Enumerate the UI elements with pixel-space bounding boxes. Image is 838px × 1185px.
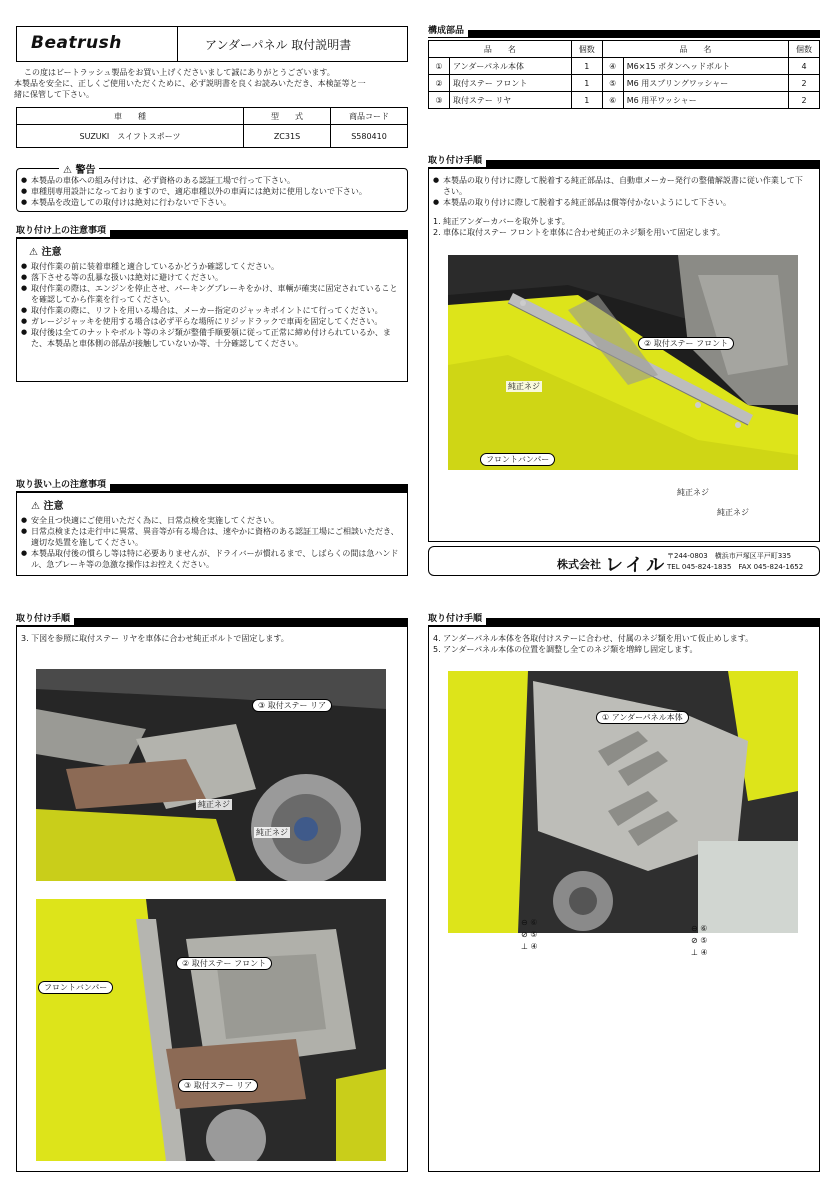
front-stay-label: ② 取付ステー フロント <box>638 337 734 350</box>
table-row <box>429 75 820 92</box>
procedure-step: 2. 車体に取付ステー フロントを車体に合わせ純正のネジ類を用いて固定します。 <box>433 228 725 237</box>
warning-item: ● 車種別専用設計になっておりますので、適応車種以外の車両には絶対に使用しないで下さい。 <box>21 186 367 197</box>
install-caution-item: ● 取付作業の前に装着車種と適合しているかどうか確認してください。 <box>21 261 401 272</box>
table-row <box>429 92 820 109</box>
company-contact: TEL 045-824-1835 FAX 045-824-1652 <box>667 563 804 571</box>
warning-heading <box>59 161 99 176</box>
install-caution-item: ● ガレージジャッキを使用する場合は必ず平らな場所にリジッドラックで車両を固定してください。 <box>21 316 401 327</box>
part-qty: 1 <box>571 58 602 75</box>
front-bumper-label: フロントバンパー <box>480 453 555 466</box>
procedure3-section: 取り付け手順 <box>428 614 486 625</box>
parts-table <box>428 40 820 109</box>
part-number: ③ <box>429 92 450 109</box>
part-name: 取付ステー リヤ <box>450 92 572 109</box>
intro-line-1: この度はビートラッシュ製品をお買い上げくださいまして誠にありがとうございます。 <box>24 68 335 77</box>
front-rear-stay-photo <box>36 899 386 1161</box>
front-stay-label: ② 取付ステー フロント <box>176 957 272 970</box>
section-bar <box>428 30 820 38</box>
genuine-screw-label: 純正ネジ <box>677 488 709 497</box>
part-qty: 2 <box>789 92 820 109</box>
procedure3-box <box>428 626 820 1172</box>
part-name: M6 用スプリングワッシャー <box>623 75 788 92</box>
washer-icon: ⊖ ⑥ <box>521 918 538 927</box>
part-number: ⑥ <box>700 924 708 933</box>
vehicle-header-code: 商品コード <box>331 108 408 125</box>
parts-header-qty: 個数 <box>571 41 602 58</box>
washer-icon: ⊖ ⑥ <box>691 924 708 933</box>
handling-caution-item: ● 本製品取付後の慣らし等は特に必要ありませんが、ドライバーが慣れるまで、しばらくの間は急ハンドル、急ブレーキ等の急激な操作はお控えください。 <box>21 548 401 570</box>
part-name: アンダーパネル本体 <box>450 58 572 75</box>
procedure-note: ● 本製品の取り付けに際して脱着する純正部品は償等付かないようにして下さい。 <box>433 197 803 208</box>
install-caution-heading <box>29 243 61 258</box>
bolt-icon: ⊥ ④ <box>521 942 538 951</box>
spring-washer-icon: ⊘ ⑤ <box>521 930 538 939</box>
install-caution-list <box>21 261 401 349</box>
vehicle-code: S580410 <box>331 125 408 148</box>
vehicle-model: SUZUKI スイフトスポーツ <box>17 125 244 148</box>
company-address: 〒244-0803 横浜市戸塚区平戸町335 <box>667 552 792 560</box>
bolt-icon: ⊥ ④ <box>691 948 708 957</box>
front-stay-photo-graphic <box>448 255 798 470</box>
procedure-step: 1. 純正アンダーカバーを取外します。 <box>433 217 570 226</box>
section-bar <box>428 618 820 626</box>
doc-title: アンダーパネル 取付説明書 <box>205 38 352 52</box>
procedure-step: 5. アンダーパネル本体の位置を調整し全てのネジ類を増締し固定します。 <box>433 645 698 654</box>
part-number: ① <box>429 58 450 75</box>
install-caution-item: ● 取付作業の際は、エンジンを停止させ、パーキングブレーキをかけ、車輌が確実に固定されていることを確認してから作業を行ってください。 <box>21 283 401 305</box>
genuine-screw-label: 純正ネジ <box>198 800 230 809</box>
parts-header-name: 品 名 <box>602 41 788 58</box>
part-name: M6 用平ワッシャー <box>623 92 788 109</box>
front-rear-stay-photo-graphic <box>36 899 386 1161</box>
warning-box <box>16 165 408 212</box>
section-bar <box>428 160 820 168</box>
under-panel-photo <box>448 671 798 933</box>
warning-title: 警告 <box>75 165 96 176</box>
part-number: ⑥ <box>530 918 538 927</box>
brand-logo <box>17 27 178 61</box>
vehicle-type: ZC31S <box>244 125 331 148</box>
genuine-screw-label: 純正ネジ <box>508 382 540 391</box>
vehicle-header-model: 車 種 <box>17 108 244 125</box>
front-stay-photo <box>448 255 798 470</box>
rear-stay-photo-graphic <box>36 669 386 881</box>
part-number: ④ <box>700 948 708 957</box>
under-panel-label: ① アンダーパネル本体 <box>596 711 689 724</box>
handling-caution-title: 注意 <box>43 501 64 512</box>
part-qty: 4 <box>789 58 820 75</box>
part-qty: 2 <box>789 75 820 92</box>
install-caution-item: ● 落下させる等の乱暴な扱いは絶対に避けてください。 <box>21 272 401 283</box>
vehicle-table <box>16 107 408 148</box>
procedure1-notes <box>433 175 803 208</box>
rear-stay-label: ③ 取付ステー リア <box>178 1079 258 1092</box>
install-caution-item: ● 取付後は全てのナットやボルト等のネジ類が整備手順要領に従って正常に締め付けられているか、また、本製品と車体側の部品が接触していないか等、十分確認してください。 <box>21 327 401 349</box>
warning-list <box>21 175 367 208</box>
header-box <box>16 26 408 62</box>
install-caution-item: ● 取付作業の際に、リフトを用いる場合は、メーカー指定のジャッキポイントにて行ってください。 <box>21 305 401 316</box>
part-number: ④ <box>530 942 538 951</box>
spring-washer-icon: ⊘ ⑤ <box>691 936 708 945</box>
vehicle-header-type: 型 式 <box>244 108 331 125</box>
procedure1-section: 取り付け手順 <box>428 156 486 167</box>
procedure-step: 4. アンダーパネル本体を各取付けステーに合わせ、付属のネジ類を用いて仮止めします。 <box>433 634 754 643</box>
caution-icon: ⚠ <box>29 247 38 258</box>
procedure2-section: 取り付け手順 <box>16 614 74 625</box>
section-bar <box>16 618 408 626</box>
part-name: 取付ステー フロント <box>450 75 572 92</box>
part-name: M6×15 ボタンヘッドボルト <box>623 58 788 75</box>
warning-icon: ⚠ <box>63 165 72 176</box>
part-qty: 1 <box>571 75 602 92</box>
part-number: ④ <box>602 58 623 75</box>
handling-caution-heading <box>31 497 63 512</box>
handling-caution-section: 取り扱い上の注意事項 <box>16 480 110 491</box>
install-caution-box <box>16 238 408 382</box>
handling-caution-box <box>16 492 408 576</box>
part-number: ⑥ <box>602 92 623 109</box>
part-number: ⑤ <box>700 936 708 945</box>
procedure1-box <box>428 168 820 542</box>
intro-line-2: 本製品を安全に、正しくご使用いただくために、必ず説明書を良くお読みいただき、本検証等と一 <box>14 79 366 88</box>
warning-item: ● 本製品を改造しての取付けは絶対に行わないで下さい。 <box>21 197 367 208</box>
parts-header-qty: 個数 <box>789 41 820 58</box>
warning-item: ● 本製品の車体への組み付けは、必ず資格のある認証工場で行って下さい。 <box>21 175 367 186</box>
parts-header-name: 品 名 <box>429 41 572 58</box>
genuine-screw-label: 純正ネジ <box>717 508 749 517</box>
rear-stay-label: ③ 取付ステー リア <box>252 699 332 712</box>
procedure-step: 3. 下図を参照に取付ステー リヤを車体に合わせ純正ボルトで固定します。 <box>21 634 289 643</box>
genuine-screw-label: 純正ネジ <box>256 828 288 837</box>
part-number: ② <box>429 75 450 92</box>
part-number: ⑤ <box>602 75 623 92</box>
install-caution-title: 注意 <box>41 247 62 258</box>
front-bumper-label: フロントバンパー <box>38 981 113 994</box>
caution-icon: ⚠ <box>31 501 40 512</box>
company-prefix: 株式会社 <box>557 558 601 571</box>
handling-caution-list <box>21 515 401 570</box>
company-name: レイル <box>605 555 668 576</box>
company-box <box>428 546 820 576</box>
part-qty: 1 <box>571 92 602 109</box>
table-row <box>429 58 820 75</box>
procedure-note: ● 本製品の取り付けに際して脱着する純正部品は、自動車メーカー発行の整備解説書に従い作業して下さい。 <box>433 175 803 197</box>
procedure2-box <box>16 626 408 1172</box>
install-caution-section: 取り付け上の注意事項 <box>16 226 110 237</box>
handling-caution-item: ● 安全且つ快適にご使用いただく為に、日常点検を実施してください。 <box>21 515 401 526</box>
parts-section: 構成部品 <box>428 26 468 37</box>
part-number: ⑤ <box>530 930 538 939</box>
brand-logo-text: Beatrush <box>31 33 122 53</box>
handling-caution-item: ● 日常点検または走行中に異常、異音等が有る場合は、速やかに資格のある認証工場にご相談いただき、適切な処置を施してください。 <box>21 526 401 548</box>
rear-stay-photo <box>36 669 386 881</box>
intro-line-3: 緒に保管して下さい。 <box>14 90 94 99</box>
